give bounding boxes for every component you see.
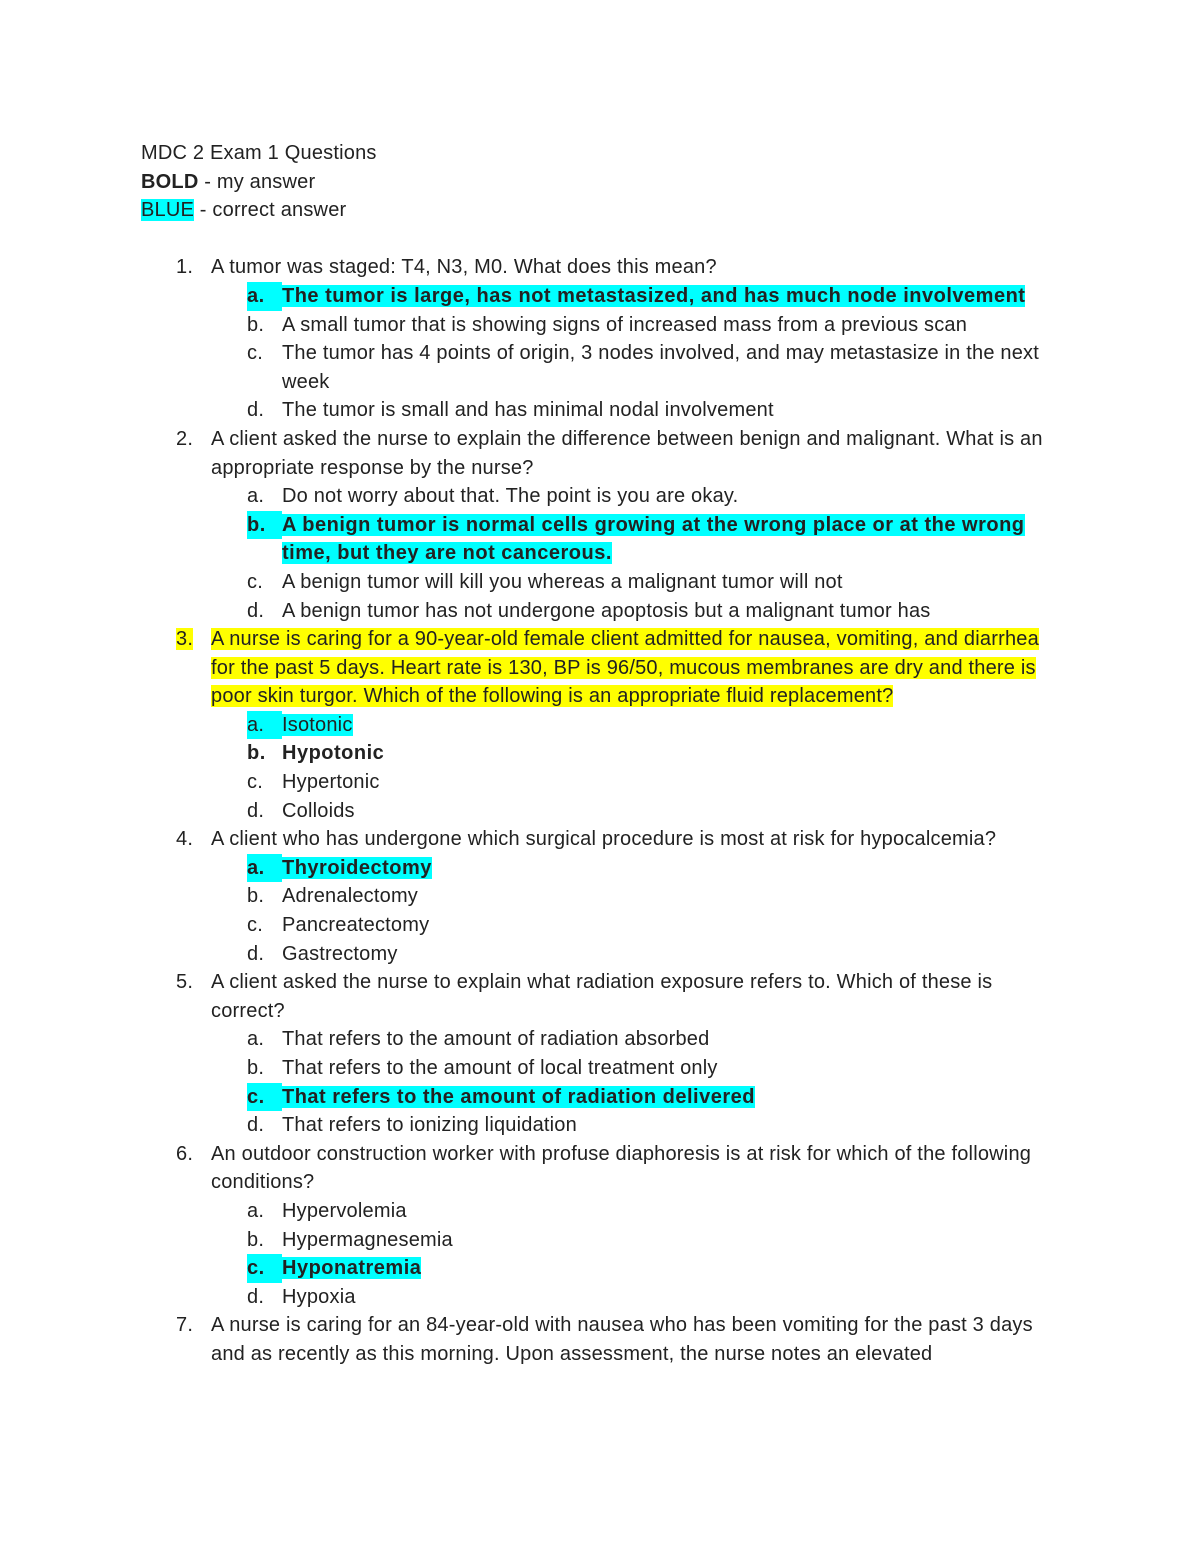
option-text-container: [282, 396, 1051, 425]
question-6: [141, 1140, 1051, 1312]
legend-blue-desc: - correct answer: [194, 199, 347, 222]
option-letter: b.: [247, 742, 266, 765]
option-letter: d.: [247, 942, 265, 965]
option-letter: d.: [247, 599, 265, 622]
option-text: The tumor is small and has minimal nodal involvement: [282, 399, 774, 422]
answer-option-c: [247, 568, 1051, 597]
option-text: Colloids: [282, 799, 355, 822]
option-letter: b.: [247, 1057, 265, 1079]
question-row: [141, 1140, 1051, 1197]
question-number: [141, 425, 211, 482]
answer-option-a: [247, 854, 1051, 883]
answer-option-d: [247, 396, 1051, 425]
option-text-container: [282, 882, 1051, 911]
answer-option-c: [247, 768, 1051, 797]
option-text: That refers to ionizing liquidation: [282, 1114, 577, 1137]
question-text: A client asked the nurse to explain the difference between benign and malignant. What is an appropriate response by the nurse?: [211, 427, 1043, 479]
question-text-container: [211, 1140, 1051, 1197]
question-3: [141, 625, 1051, 825]
document-title: MDC 2 Exam 1 Questions: [141, 142, 377, 164]
answer-option-a: [247, 1025, 1051, 1054]
answer-option-a: [247, 711, 1051, 740]
option-text: The tumor is large, has not metastasized, and has much node involvement: [282, 284, 1026, 307]
option-text: Hypoxia: [282, 1285, 356, 1308]
option-text-container: [282, 339, 1051, 396]
option-text-container: [282, 911, 1051, 940]
answer-option-c: [247, 1254, 1051, 1283]
answer-option-d: [247, 940, 1051, 969]
question-text: A client who has undergone which surgical procedure is most at risk for hypocalcemia?: [211, 828, 997, 851]
option-text-container: [282, 1283, 1051, 1312]
answer-option-b: [247, 511, 1051, 568]
answer-option-d: [247, 1111, 1051, 1140]
question-text: A tumor was staged: T4, N3, M0. What does this mean?: [211, 256, 717, 279]
answer-option-b: [247, 311, 1051, 340]
question-number: [141, 625, 211, 711]
answer-option-a: [247, 282, 1051, 311]
question-text: An outdoor construction worker with profuse diaphoresis is at risk for which of the following conditions?: [211, 1142, 1032, 1194]
option-text: Hypermagnesemia: [282, 1228, 453, 1251]
question-row: [141, 825, 1051, 854]
legend-bold-desc: - my answer: [198, 170, 316, 193]
option-text: Hypertonic: [282, 771, 380, 794]
answer-option-d: [247, 597, 1051, 626]
option-text: Pancreatectomy: [282, 914, 430, 937]
option-letter: c.: [247, 1083, 282, 1112]
answer-options: [247, 1025, 1051, 1139]
question-number: [141, 253, 211, 282]
question-text-container: [211, 825, 1051, 854]
question-text-container: [211, 253, 1051, 282]
legend-bold-key: BOLD: [141, 170, 199, 193]
question-number-text: 6.: [176, 1142, 194, 1165]
question-row: [141, 625, 1051, 711]
option-text-container: [282, 1083, 1051, 1112]
option-text-container: [282, 797, 1051, 826]
question-1: [141, 253, 1051, 425]
option-text-container: [282, 1054, 1051, 1083]
answer-option-c: [247, 911, 1051, 940]
question-row: [141, 1311, 1051, 1368]
option-text: That refers to the amount of local treatment only: [282, 1057, 718, 1079]
option-letter: d.: [247, 799, 265, 822]
question-row: [141, 968, 1051, 1025]
answer-option-c: [247, 1083, 1051, 1112]
option-text: Gastrectomy: [282, 942, 398, 965]
question-number-text: 4.: [176, 828, 194, 851]
option-text-container: [282, 1197, 1051, 1226]
option-text-container: [282, 768, 1051, 797]
question-number-text: 3.: [176, 628, 194, 651]
option-text-container: [282, 940, 1051, 969]
option-letter: c.: [247, 914, 263, 937]
option-text: Isotonic: [282, 713, 353, 736]
option-text-container: [282, 568, 1051, 597]
answer-option-b: [247, 882, 1051, 911]
answer-option-b: [247, 1226, 1051, 1255]
answer-option-d: [247, 797, 1051, 826]
option-text: That refers to the amount of radiation delivered: [282, 1085, 755, 1108]
option-letter: c.: [247, 1254, 282, 1283]
option-text: The tumor has 4 points of origin, 3 nodes involved, and may metastasize in the next week: [282, 342, 1040, 393]
option-text-container: [282, 1111, 1051, 1140]
question-text: A nurse is caring for a 90-year-old female client admitted for nausea, vomiting, and diarrhea for the past 5 days. Heart rate is 130, BP is 96/50, mucous membranes are dry and there is poor skin turgor. Which of the following is an appropriate fluid replacement?: [211, 628, 1039, 708]
option-text: A benign tumor has not undergone apoptosis but a malignant tumor has: [282, 599, 931, 622]
question-text-container: [211, 625, 1051, 711]
question-number: [141, 1311, 211, 1368]
answer-option-a: [247, 482, 1051, 511]
option-letter: b.: [247, 511, 282, 540]
question-number-text: 1.: [176, 256, 194, 279]
legend-blue-key: BLUE: [141, 199, 195, 222]
question-number-text: 2.: [176, 427, 194, 450]
question-text-container: [211, 425, 1051, 482]
option-text: Hypotonic: [282, 742, 385, 765]
question-list: [141, 253, 1051, 1368]
option-text-container: [282, 597, 1051, 626]
option-text-container: [282, 711, 1051, 740]
legend-blue: [141, 196, 1051, 225]
answer-option-c: [247, 339, 1051, 396]
question-number-text: 7.: [176, 1314, 194, 1337]
question-number-text: 5.: [176, 971, 194, 994]
answer-options: [247, 282, 1051, 425]
answer-options: [247, 482, 1051, 625]
option-letter: b.: [247, 1228, 265, 1251]
question-text-container: [211, 1311, 1051, 1368]
question-number: [141, 825, 211, 854]
question-5: [141, 968, 1051, 1140]
answer-option-b: [247, 739, 1051, 768]
legend-bold: [141, 168, 1051, 197]
option-letter: a.: [247, 282, 282, 311]
option-text-container: [282, 1025, 1051, 1054]
option-text: Hyponatremia: [282, 1257, 422, 1280]
answer-option-d: [247, 1283, 1051, 1312]
answer-options: [247, 854, 1051, 968]
option-text-container: [282, 1226, 1051, 1255]
option-letter: c.: [247, 342, 263, 365]
answer-option-b: [247, 1054, 1051, 1083]
option-text: A benign tumor is normal cells growing at the wrong place or at the wrong time, but they are not cancerous.: [282, 513, 1025, 565]
question-row: [141, 425, 1051, 482]
option-letter: b.: [247, 885, 265, 908]
option-letter: a.: [247, 1028, 265, 1051]
option-text-container: [282, 511, 1051, 568]
question-text: A client asked the nurse to explain what radiation exposure refers to. Which of these is correct?: [211, 971, 993, 1022]
question-number: [141, 968, 211, 1025]
question-text-container: [211, 968, 1051, 1025]
option-letter: a.: [247, 1199, 265, 1222]
option-letter: d.: [247, 1114, 265, 1137]
blank-line: [141, 225, 1051, 254]
option-text: A benign tumor will kill you whereas a malignant tumor will not: [282, 570, 843, 593]
document-body: [141, 139, 1051, 1369]
option-text: Hypervolemia: [282, 1199, 407, 1222]
option-text-container: [282, 854, 1051, 883]
question-2: [141, 425, 1051, 625]
option-text-container: [282, 482, 1051, 511]
question-7: [141, 1311, 1051, 1368]
option-text-container: [282, 739, 1051, 768]
option-text-container: [282, 282, 1051, 311]
question-number: [141, 1140, 211, 1197]
question-4: [141, 825, 1051, 968]
option-letter: d.: [247, 1285, 265, 1308]
option-letter: a.: [247, 854, 282, 883]
option-text: A small tumor that is showing signs of increased mass from a previous scan: [282, 313, 968, 336]
question-text: A nurse is caring for an 84-year-old with nausea who has been vomiting for the past 3 days and as recently as this morning. Upon assessment, the nurse notes an elevated: [211, 1314, 1033, 1365]
option-letter: a.: [247, 711, 282, 740]
option-letter: c.: [247, 771, 263, 794]
option-text-container: [282, 1254, 1051, 1283]
option-letter: a.: [247, 485, 265, 508]
option-letter: d.: [247, 399, 265, 422]
answer-options: [247, 1197, 1051, 1311]
option-text: Thyroidectomy: [282, 856, 432, 879]
option-text-container: [282, 311, 1051, 340]
option-text: That refers to the amount of radiation absorbed: [282, 1028, 710, 1051]
answer-option-a: [247, 1197, 1051, 1226]
option-text: Do not worry about that. The point is you are okay.: [282, 485, 739, 508]
option-letter: c.: [247, 570, 263, 593]
answer-options: [247, 711, 1051, 825]
option-text: Adrenalectomy: [282, 885, 418, 908]
option-letter: b.: [247, 313, 265, 336]
question-row: [141, 253, 1051, 282]
